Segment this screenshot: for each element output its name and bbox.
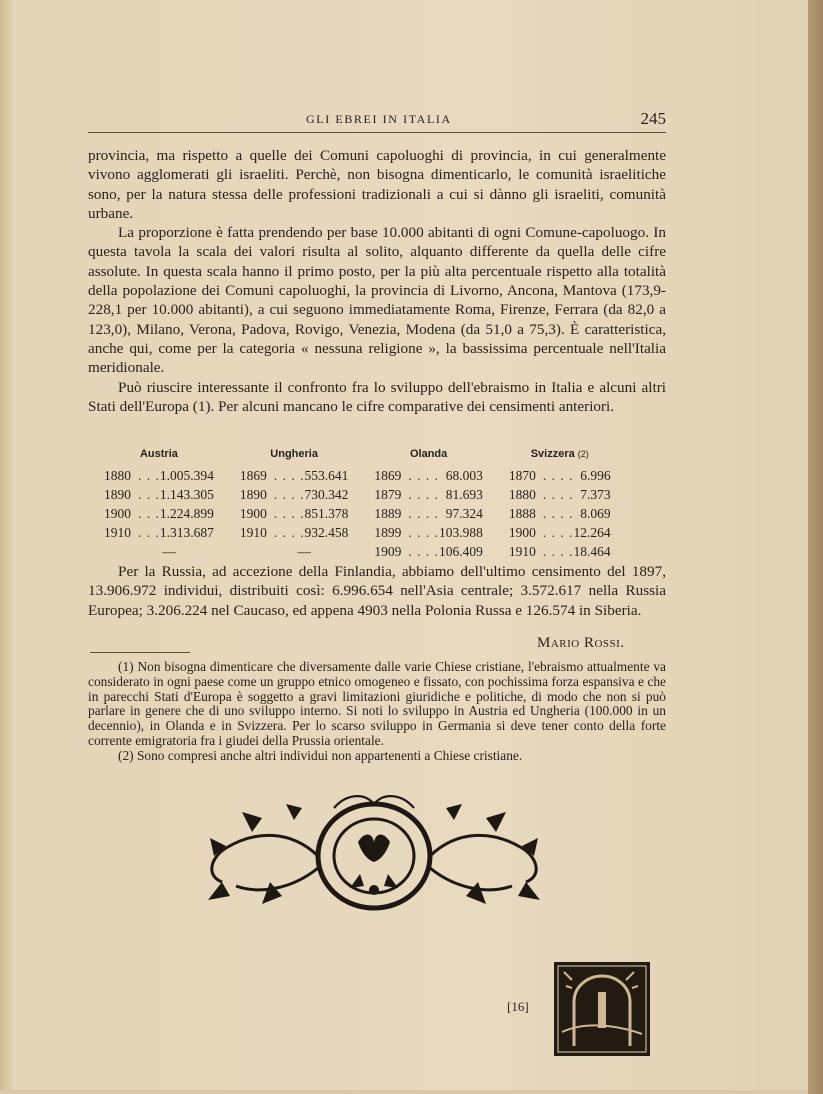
body-text (88, 146, 666, 416)
header-olanda: Olanda (409, 448, 448, 460)
population-table (104, 448, 611, 561)
table-row: 1890 . . . 1.143.305 1890 . . . . 730.342 1879 . . . . 81.693 1880 . . . . 7.373 (104, 486, 611, 502)
table-row: — — 1909 . . . . 106.409 1910 . . . . 18.464 (162, 543, 611, 559)
floral-ornament (196, 790, 552, 922)
table-row: 1900 . . . 1.224.899 1900 . . . . 851.378 1889 . . . . 97.324 1888 . . . . 8.069 (104, 505, 611, 521)
header-svizzera: Svizzera (2) (530, 448, 589, 460)
paragraph-3: Può riuscire interessante il confronto fra lo sviluppo dell'ebraismo in Italia e alcuni altri Stati dell'Europa (1). Per alcuni mancano le cifre comparative dei censimenti anteriori. (88, 378, 666, 415)
paragraph-2: La proporzione è fatta prendendo per base 10.000 abitanti di ogni Comune-capoluogo. In questa tavola la scala dei valori risulta al solito, alquanto differente da quella delle cifre assolute. In questa scala hanno il primo posto, per la più alta percentuale rispetto alla totalità della popolazione dei Comuni capoluoghi, la provincia di Livorno, Ancona, Mantova (173,9-228,1 per 10.000 abitanti), a cui seguono immediatamente Roma, Firenze, Ferrara (da 82,0 a 123,0), Milano, Verona, Padova, Rovigo, Venezia, Modena (da 51,0 a 75,3). È caratteristica, anche qui, come per la categoria « nessuna religione », la bassissima percentuale nell'Italia meridionale. (88, 224, 666, 377)
paragraph-4: Per la Russia, ad accezione della Finlandia, abbiamo dell'ultimo censimento del 1897, 13.906.972 individui, distribuiti così: 6.996.654 nell'Asia centrale; 3.572.617 nella Russia Europea; 3.206.224 nel Caucaso, ed appena 4903 nella Polonia Russa e 126.574 in Siberia. (88, 563, 666, 619)
running-head (88, 110, 668, 132)
footnotes (88, 660, 666, 764)
header-austria: Austria (139, 448, 178, 460)
header-ungheria: Ungheria (270, 448, 318, 460)
header-rule (88, 132, 666, 133)
woodcut-vignette (554, 962, 650, 1056)
footnote-1: (1) Non bisogna dimenticare che diversamente dalle varie Chiese cristiane, l'ebraismo attualmente va considerato in ogni paese come un gruppo etnico omogeneo e fissato, con pochissima forza espansiva e che in parecchi Stati d'Europa è soggetto a gravi limitazioni giuridiche e politiche, di modo che non si può parlare in genere che di uno sviluppo interno. Si noti lo sviluppo in Austria ed Ungheria (100.000 in un decennio), in Olanda e in Svizzera. Per lo scarso sviluppo in Germania si deve tener conto della forte corrente emigratoria fra i giudei della Prussia orientale. (88, 659, 666, 748)
footnote-rule (90, 652, 190, 653)
header-svizzera-note: (2) (577, 449, 589, 459)
author-signature: Mario Rossi. (537, 635, 625, 651)
table-row: 1880 . . . 1.005.394 1869 . . . . 553.641 1869 . . . . 68.003 1870 . . . . 6.996 (104, 467, 611, 483)
table-row: 1910 . . . 1.313.687 1910 . . . . 932.458 1899 . . . . 103.988 1900 . . . . 12.264 (104, 524, 611, 540)
folio-mark: [16] (507, 999, 529, 1014)
paragraph-1: provincia, ma rispetto a quelle dei Comuni capoluoghi di provincia, in cui generalmente vivono agglomerati gli israeliti. Perchè, non bisogna dimenticarlo, le comunità israelitiche sono, per la natura stessa delle professioni tradizionali a cui si dànno gli israeliti, comunità urbane. (88, 147, 666, 222)
page-edge (808, 0, 823, 1094)
table-header-row (104, 448, 611, 466)
russia-paragraph (88, 562, 666, 620)
running-head-title: GLI EBREI IN ITALIA (306, 112, 452, 126)
footnote-2: (2) Sono compresi anche altri individui non appartenenti a Chiese cristiane. (118, 747, 523, 763)
page-number: 245 (640, 109, 666, 128)
